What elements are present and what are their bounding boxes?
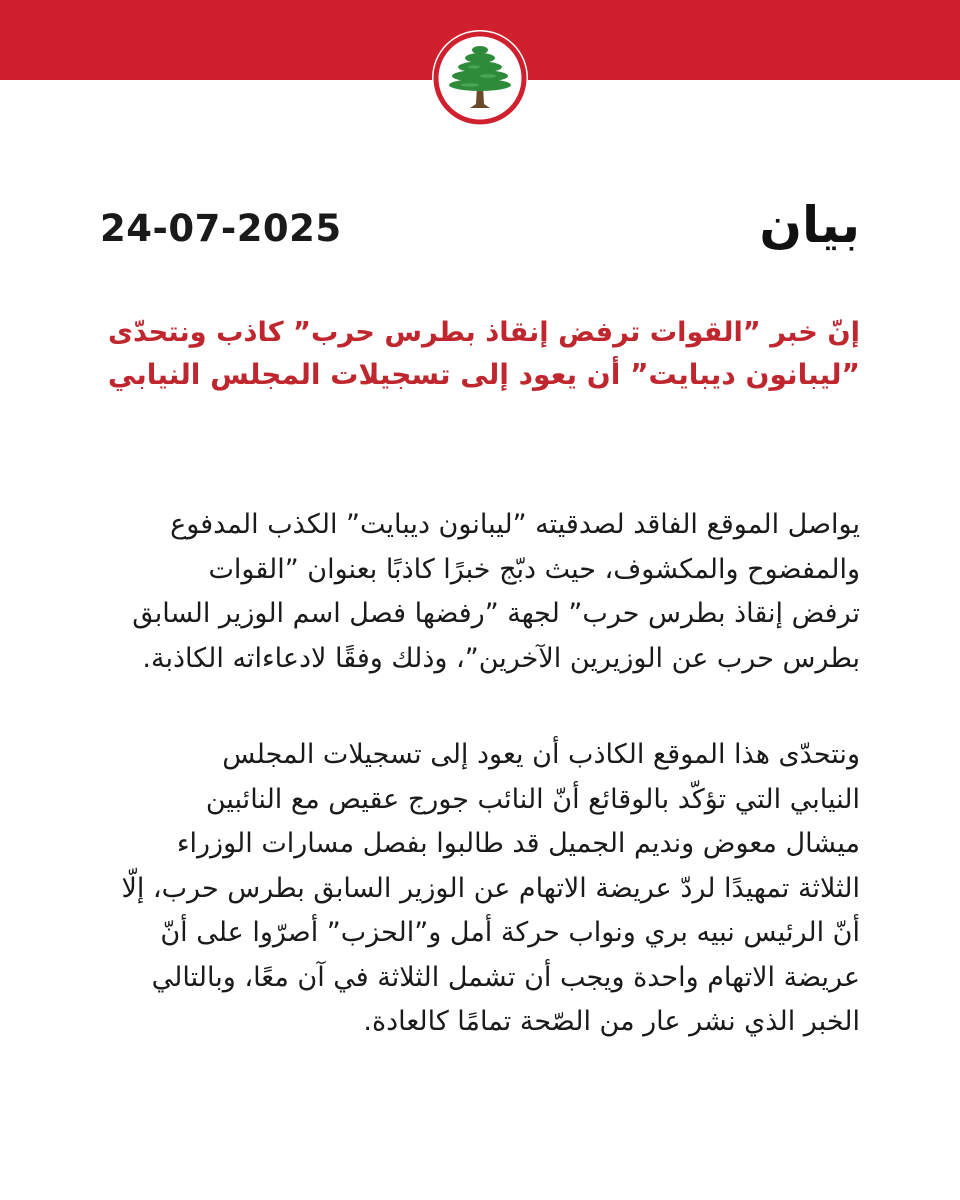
paragraph-line: ميشال معوض ونديم الجميل قد طالبوا بفصل مسارات الوزراء: [176, 828, 860, 859]
paragraph-line: بطرس حرب عن الوزيرين الآخرين”، وذلك وفقًا لادعاءاته الكاذبة.: [142, 642, 860, 674]
paragraph-line: عريضة الاتهام واحدة ويجب أن تشمل الثلاثة في آن معًا، وبالتالي: [151, 961, 860, 993]
lebanese-forces-logo: [430, 28, 530, 128]
paragraph-line: النيابي التي تؤكّد بالوقائع أنّ النائب جورج عقيص مع النائبين: [205, 783, 860, 815]
headline: [100, 312, 860, 396]
body-paragraph-2: [100, 733, 860, 1045]
paragraph-line: أنّ الرئيس نبيه بري ونواب حركة أمل و”الحزب” أصرّوا على أنّ: [160, 917, 860, 948]
paragraph-line: الثلاثة تمهيدًا لردّ عريضة الاتهام عن الوزير السابق بطرس حرب، إلّا: [121, 872, 860, 904]
statement-date: 24-07-2025: [100, 207, 342, 250]
paragraph-line: ترفض إنقاذ بطرس حرب” لجهة ”رفضها فصل اسم الوزير السابق: [132, 598, 860, 629]
document-type-title: بيان: [759, 196, 860, 254]
headline-line: إنّ خبر ”القوات ترفض إنقاذ بطرس حرب” كاذب ونتحدّى: [107, 317, 860, 348]
paragraph-line: والمفضوح والمكشوف، حيث دبّج خبرًا كاذبًا بعنوان ”القوات: [208, 553, 860, 585]
body-paragraph-1: [100, 503, 860, 681]
paragraph-line: ونتحدّى هذا الموقع الكاذب أن يعود إلى تسجيلات المجلس: [222, 739, 860, 770]
paragraph-line: يواصل الموقع الفاقد لصدقيته ”ليبانون ديبايت” الكذب المدفوع: [170, 509, 860, 540]
paragraph-line: الخبر الذي نشر عار من الصّحة تمامًا كالعادة.: [363, 1006, 860, 1037]
headline-line: ”ليبانون ديبايت” أن يعود إلى تسجيلات المجلس النيابي: [107, 358, 860, 391]
